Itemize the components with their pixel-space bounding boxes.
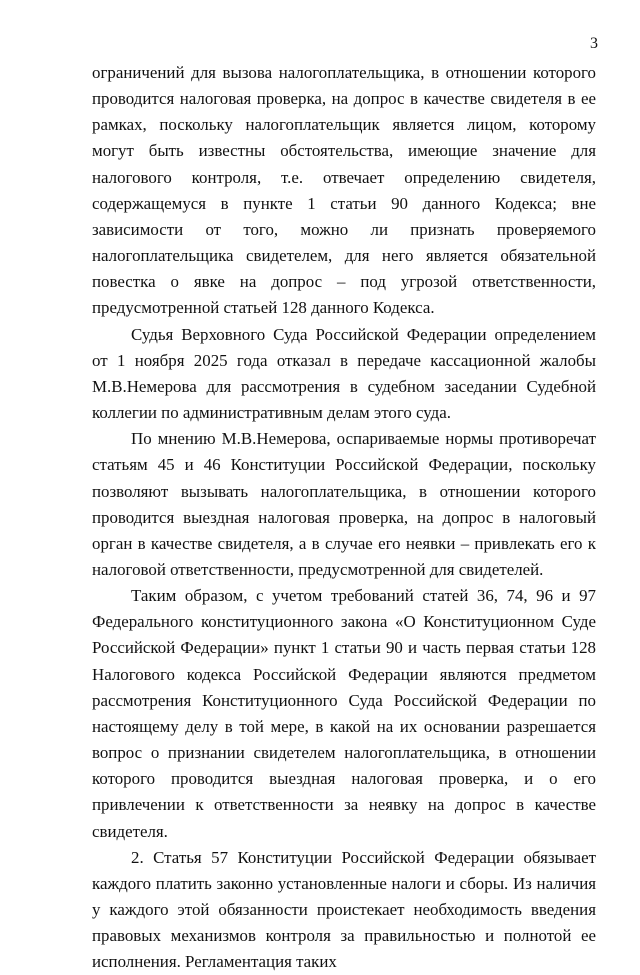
paragraph-supreme-court-ruling: Судья Верховного Суда Российской Федерации определением от 1 ноября 2025 года отказал в передаче кассационной жалобы М.В.Немерова для рассмотрения в судебном заседании Судебной коллегии по административным делам этого суда.	[92, 324, 596, 423]
paragraph-applicant-position: По мнению М.В.Немерова, оспариваемые нормы противоречат статьям 45 и 46 Конституции Российской Федерации, поскольку позволяют вызывать налогоплательщика, в отношении которого проводится выездная налоговая проверка, на допрос в налоговый орган в качестве свидетеля, а в случае его неявки – привлекать его к налоговой ответственности, предусмотренной для свидетелей.	[92, 429, 596, 579]
paragraph-article-57: 2. Статья 57 Конституции Российской Федерации обязывает каждого платить законно установленные налоги и сборы. Из наличия у каждого этой обязанности проистекает необходимость введения правовых механизмов контроля за правильностью и полнотой ее исполнения. Регламентация таких	[92, 847, 596, 972]
paragraph-continuation: ограничений для вызова налогоплательщика, в отношении которого проводится налоговая проверка, на допрос в качестве свидетеля в ее рамках, поскольку налогоплательщик является лицом, которому могут быть известны обстоятельства, имеющие значение для налогового контроля, т.е. отвечает определению свидетеля, содержащемуся в пункте 1 статьи 90 данного Кодекса; вне зависимости от того, можно ли признать проверяемого налогоплательщика свидетелем, для него является обязательной повестка о явке на допрос – под угрозой ответственности, предусмотренной статьей 128 данного Кодекса.	[92, 63, 596, 318]
document-body	[92, 60, 596, 975]
paragraph-subject-of-review: Таким образом, с учетом требований статей 36, 74, 96 и 97 Федерального конституционного закона «О Конституционном Суде Российской Федерации» пункт 1 статьи 90 и часть первая статьи 128 Налогового кодекса Российской Федерации являются предметом рассмотрения Конституционного Суда Российской Федерации по настоящему делу в той мере, в какой на их основании разрешается вопрос о признании свидетелем налогоплательщика, в отношении которого проводится выездная налоговая проверка, и о его привлечении к ответственности за неявку на допрос в качестве свидетеля.	[92, 586, 596, 841]
page-number: 3	[590, 35, 598, 52]
